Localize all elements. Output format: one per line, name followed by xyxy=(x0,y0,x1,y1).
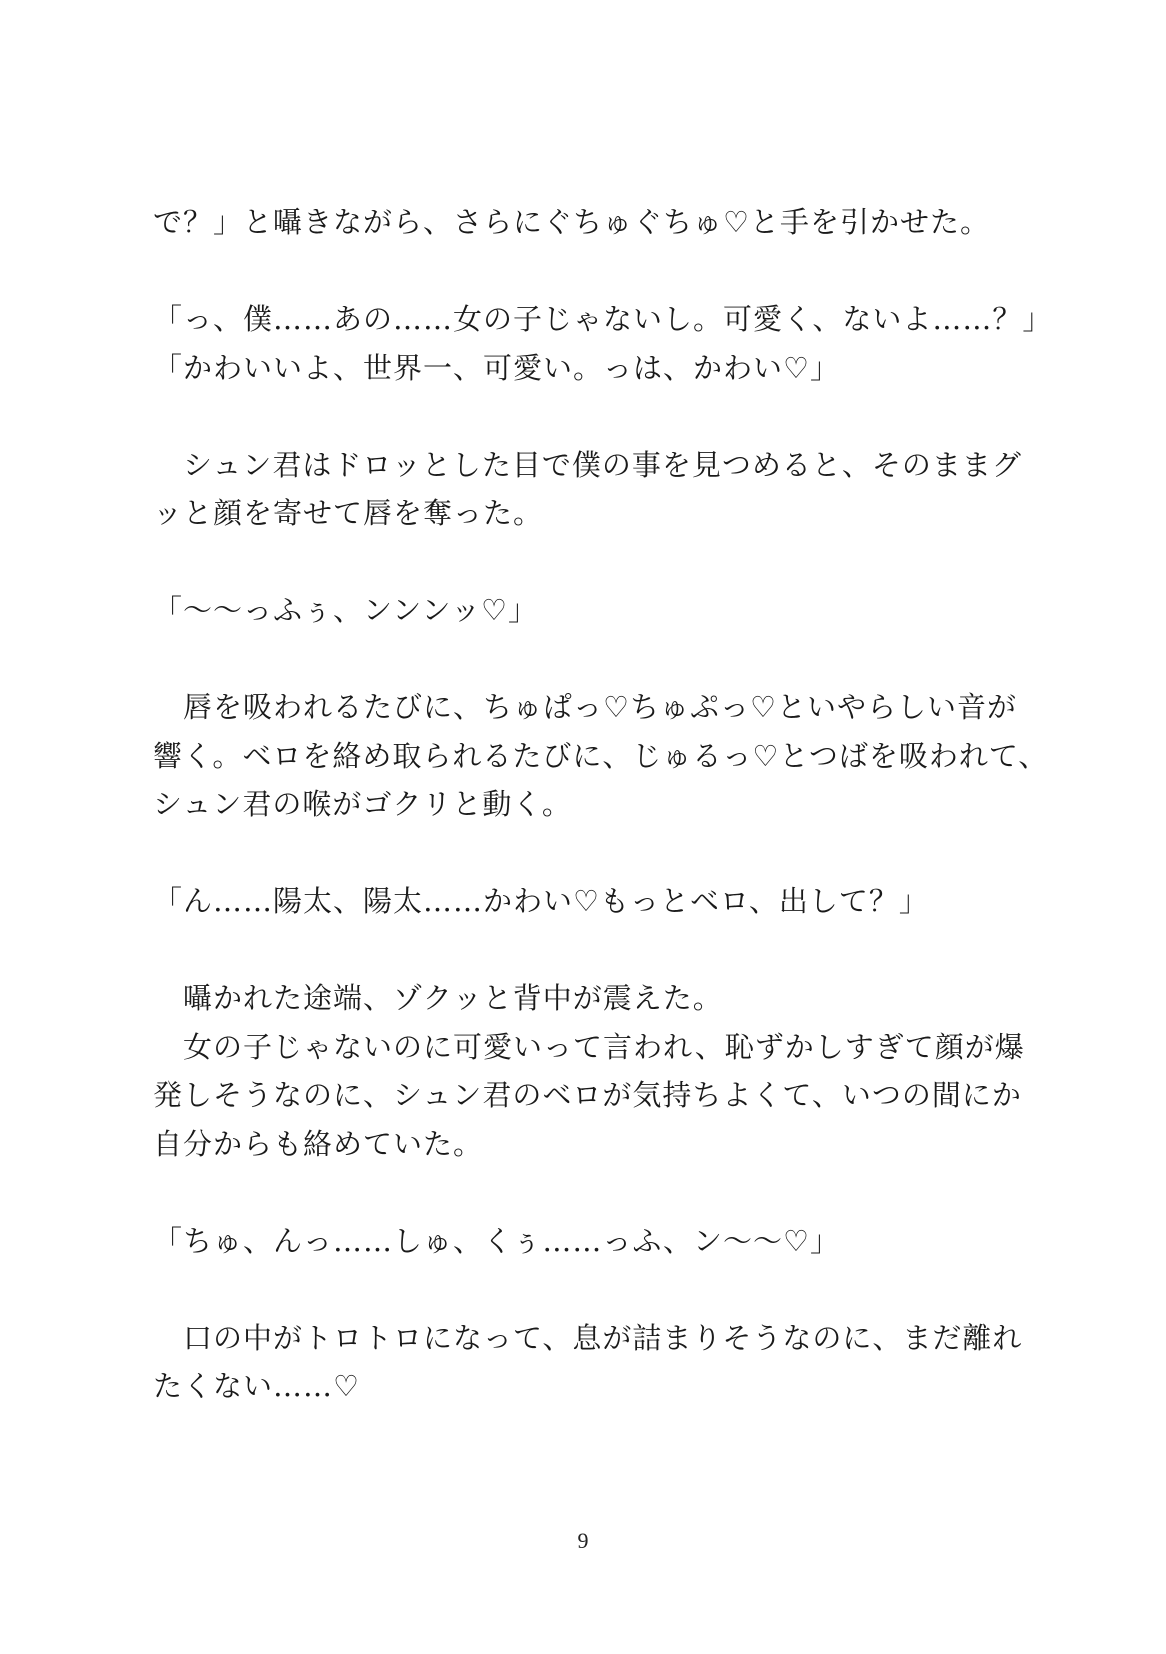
text-line: 女の子じゃないのに可愛いって言われ、恥ずかしすぎて顔が爆 xyxy=(153,1029,1025,1064)
text-line: 自分からも絡めていた。 xyxy=(153,1126,484,1161)
text-line: で？」と囁きながら、さらにぐちゅぐちゅ♡と手を引かせた。 xyxy=(153,205,990,239)
blank-line xyxy=(153,635,1033,684)
text-line: 発しそうなのに、シュン君のベロが気持ちよくて、いつの間にか xyxy=(153,1078,1022,1112)
blank-line xyxy=(153,926,1033,975)
text-line: 口の中がトロトロになって、息が詰まりそうなのに、まだ離れ xyxy=(153,1320,1023,1355)
text-line: 響く。ベロを絡め取られるたびに、じゅるっ♡とつばを吸われて、 xyxy=(153,738,1049,773)
text-line: 「ん……陽太、陽太……かわい♡もっとベロ、出して？」 xyxy=(153,884,929,918)
text-line: たくない……♡ xyxy=(153,1369,360,1403)
text-line: 「ちゅ、んっ……しゅ、くぅ……っふ、ン〜〜♡」 xyxy=(153,1223,840,1258)
text-line: 「〜〜っふぅ、ンンンッ♡」 xyxy=(153,593,538,627)
text-line: 囁かれた途端、ゾクッと背中が震えた。 xyxy=(153,981,723,1015)
blank-line xyxy=(153,829,1033,878)
blank-line xyxy=(153,538,1033,587)
text-line: ッと顔を寄せて唇を奪った。 xyxy=(153,496,544,530)
blank-line xyxy=(153,247,1033,296)
body-text xyxy=(153,198,1053,1411)
text-line: 「っ、僕……あの……女の子じゃないし。可愛く、ないよ……？」 xyxy=(153,302,1053,336)
text-line: シュン君はドロッとした目で僕の事を見つめると、そのままグ xyxy=(153,447,1022,482)
page-number: 9 xyxy=(577,1528,589,1553)
text-line: 唇を吸われるたびに、ちゅぱっ♡ちゅぷっ♡といやらしい音が xyxy=(153,690,1017,724)
blank-line xyxy=(153,392,1033,441)
blank-line xyxy=(153,1265,1033,1314)
blank-line xyxy=(153,1168,1033,1217)
text-line: シュン君の喉がゴクリと動く。 xyxy=(153,787,572,821)
text-line: 「かわいいよ、世界一、可愛い。っは、かわい♡」 xyxy=(153,350,840,385)
